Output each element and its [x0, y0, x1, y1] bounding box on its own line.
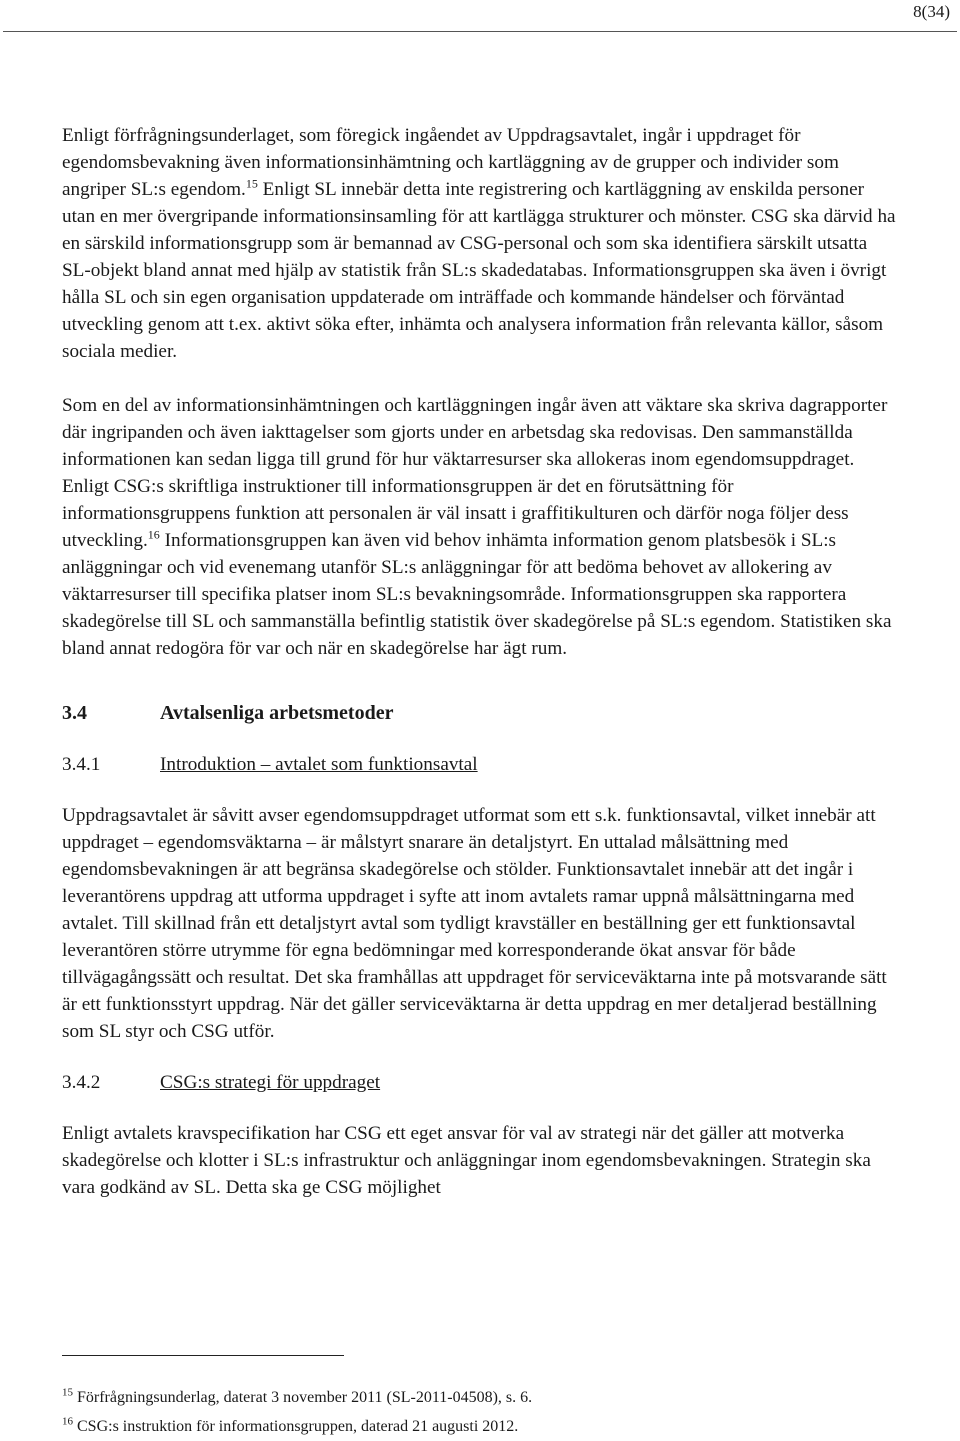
footnote-text: Förfrågningsunderlag, daterat 3 november 2011 (SL-2011-04508), s. 6.	[73, 1389, 533, 1406]
paragraph-2-text-a: Som en del av informationsinhämtningen och kartläggningen ingår även att väktare ska skriva dagrapporter där ingripanden och även iakttagelser som gjorts under en arbetsdag ska redovisas. Den sammanställda informationen kan sedan ligga till grund för hur väktarresurser ska allokeras inom egendomsuppdraget. Enligt CSG:s skriftliga instruktioner till informationsgruppen är det en förutsättning för informationsgruppens funktion att personalen är väl insatt i graffitikulturen och därför noga följer dess utveckling.	[62, 395, 888, 551]
footnote-separator	[62, 1355, 344, 1356]
header-rule	[3, 31, 957, 32]
footnote-text: CSG:s instruktion för informationsgruppen, daterad 21 augusti 2012.	[73, 1418, 519, 1435]
section-number: 3.4	[62, 702, 87, 724]
subsection-number: 3.4.2	[62, 1072, 101, 1093]
page-number: 8(34)	[913, 2, 950, 21]
footnote-16	[62, 1412, 922, 1441]
paragraph-2-text-b: Informationsgruppen kan även vid behov inhämta information genom platsbesök i SL:s anläggningar och vid evenemang utanför SL:s anläggningar för att bedöma behovet av allokering av väktarresurser till specifika platser inom SL:s bevakningsområde. Informationsgruppen ska rapportera skadegörelse till SL och sammanställa befintlig statistik över skadegörelse på SL:s egendom. Statistiken ska bland annat redogöra för var och när en skadegörelse har ägt rum.	[62, 530, 892, 659]
subsection-heading-3-4-1	[62, 751, 900, 778]
footnote-ref-16[interactable]: 16	[147, 527, 160, 542]
section-heading-3-4	[62, 700, 900, 727]
paragraph-4: Enligt avtalets kravspecifikation har CSG ett eget ansvar för val av strategi när det gäller att motverka skadegörelse och klotter i SL:s infrastruktur och anläggningar inom egendomsbevakningen. Strategin ska vara godkänd av SL. Detta ska ge CSG möjlighet	[62, 1123, 871, 1198]
subsection-title: Introduktion – avtalet som funktionsavtal	[160, 754, 478, 775]
subsection-number: 3.4.1	[62, 754, 101, 775]
paragraph-1-text-a: Enligt förfrågningsunderlaget, som föregick ingåendet av Uppdragsavtalet, ingår i uppdraget för egendomsbevakning även informationsinhämtning och kartläggning av de grupper och individer som angriper SL:s egendom.	[62, 125, 839, 200]
paragraph-1-text-b: Enligt SL innebär detta inte registrering och kartläggning av enskilda personer utan en mer övergripande informationsinsamling för att kartlägga strukturer och mönster. CSG ska därvid ha en särskild informationsgrupp som är bemannad av CSG-personal och som ska identifiera särskilt utsatta SL-objekt bland annat med hjälp av statistik från SL:s skadedatabas. Informationsgruppen ska även i övrigt hålla SL och sin egen organisation uppdaterade om inträffade och kommande händelser och förväntad utveckling genom att t.ex. aktivt söka efter, inhämta och analysera information från relevanta källor, såsom sociala medier.	[62, 179, 896, 362]
footnote-number: 16	[62, 1415, 73, 1428]
footnotes	[62, 1383, 922, 1441]
subsection-heading-3-4-2	[62, 1069, 900, 1096]
paragraph-1	[62, 122, 900, 365]
subsection-title: CSG:s strategi för uppdraget	[160, 1072, 381, 1093]
document-body	[62, 122, 900, 1201]
paragraph-2	[62, 392, 900, 662]
footnote-number: 15	[62, 1386, 73, 1399]
section-title: Avtalsenliga arbetsmetoder	[160, 702, 394, 724]
paragraph-3: Uppdragsavtalet är såvitt avser egendomsuppdraget utformat som ett s.k. funktionsavtal, vilket innebär att uppdraget – egendomsväktarna – är målstyrt snarare än detaljstyrt. En uttalad målsättning med egendomsbevakningen är att begränsa skadegörelse och stölder. Funktionsavtalet innebär att det ingår i leverantörens uppdrag att utforma uppdraget i syfte att inom avtalets ramar uppnå målsättningarna med avtalet. Till skillnad från ett detaljstyrt avtal som tydligt kravställer en beställning ger ett funktionsavtal leverantören större utrymme för egna bedömningar med korresponderande ökat ansvar för både tillvägagångssätt och resultat. Det ska framhållas att uppdraget för serviceväktarna inte på motsvarande sätt är ett funktionsstyrt uppdrag. När det gäller serviceväktarna är detta uppdrag en mer detaljerad beställning som SL styr och CSG utför.	[62, 805, 887, 1042]
footnote-15	[62, 1383, 922, 1412]
footnote-ref-15[interactable]: 15	[245, 176, 258, 191]
